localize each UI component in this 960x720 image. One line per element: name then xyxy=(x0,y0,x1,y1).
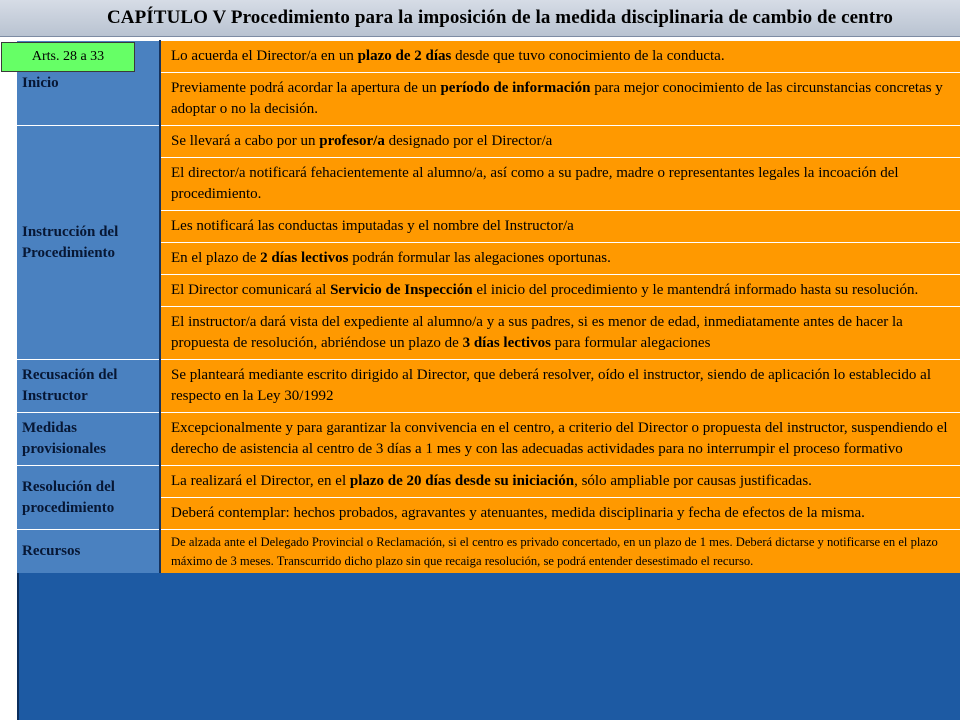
highlight-text: plazo de 20 días desde su iniciación xyxy=(349,473,575,489)
procedure-step xyxy=(160,360,960,413)
articles-tag: Arts. 28 a 33 xyxy=(1,42,135,72)
section-label: Inicio xyxy=(17,41,160,126)
step-text: Les notificará las conductas imputadas y el nombre del Instructor/a xyxy=(171,218,574,234)
title-bar xyxy=(0,0,960,37)
highlight-text: Servicio de Inspección xyxy=(330,282,473,298)
procedure-step xyxy=(160,41,960,73)
page-title: CAPÍTULO V Procedimiento para la imposición de la medida disciplinaria de cambio de centro xyxy=(106,7,894,28)
step-text: Se planteará mediante escrito dirigido al Director, que deberá resolver, oído el instructor, siendo de aplicación lo establecido al respecto en la Ley 30/1992 xyxy=(171,367,931,404)
step-text: Previamente podrá acordar la apertura de un xyxy=(171,80,441,96)
step-text: para formular alegaciones xyxy=(550,335,711,351)
step-text: , sólo ampliable por causas justificadas. xyxy=(574,473,812,489)
table-row xyxy=(17,413,960,466)
highlight-text: período de información xyxy=(440,80,591,96)
step-text: Lo acuerda el Director/a en un xyxy=(171,48,358,64)
procedure-table xyxy=(17,40,960,573)
step-text: designado por el Director/a xyxy=(384,133,553,149)
table-row xyxy=(17,41,960,73)
table-row xyxy=(17,530,960,574)
procedure-step xyxy=(160,413,960,466)
highlight-text: plazo de 2 días xyxy=(357,48,452,64)
step-text: el inicio del procedimiento y le mantendrá informado hasta su resolución. xyxy=(472,282,919,298)
procedure-step xyxy=(160,73,960,126)
table-row xyxy=(17,360,960,413)
step-text: El instructor/a dará vista del expediente al alumno/a y a sus padres, si es menor de edad, inmediatamente antes de hacer la propuesta de resolución, abriéndose un plazo de xyxy=(171,314,903,351)
procedure-step xyxy=(160,126,960,158)
section-label: Resolución del procedimiento xyxy=(17,466,160,530)
highlight-text: profesor/a xyxy=(319,133,385,149)
procedure-step xyxy=(160,275,960,307)
step-text: para mejor conocimiento de las circunstancias concretas y adoptar o no la decisión. xyxy=(171,80,943,117)
highlight-text: 2 días lectivos xyxy=(260,250,349,266)
section-label: Recursos xyxy=(17,530,160,574)
step-text: El Director comunicará al xyxy=(171,282,331,298)
section-label: Recusación del Instructor xyxy=(17,360,160,413)
step-text: Deberá contemplar: hechos probados, agravantes y atenuantes, medida disciplinaria y fecha de efectos de la misma. xyxy=(171,505,865,521)
highlight-text: 3 días lectivos xyxy=(462,335,551,351)
procedure-step xyxy=(160,530,960,574)
procedure-step xyxy=(160,158,960,211)
step-text: La realizará el Director, en el xyxy=(171,473,350,489)
procedure-step xyxy=(160,211,960,243)
step-text: Excepcionalmente y para garantizar la convivencia en el centro, a criterio del Director o propuesta del instructor, suspendiendo el derecho de asistencia al centro de 3 días a 1 mes y con las adecuadas actividades para no interrumpir el proceso formativo xyxy=(171,420,948,457)
procedure-step xyxy=(160,498,960,530)
procedure-step xyxy=(160,466,960,498)
table-row xyxy=(17,466,960,498)
section-label: Instrucción del Procedimiento xyxy=(17,126,160,360)
step-text: En el plazo de xyxy=(171,250,261,266)
table-row xyxy=(17,126,960,158)
procedure-step xyxy=(160,243,960,275)
step-text: Se llevará a cabo por un xyxy=(171,133,320,149)
section-label: Medidas provisionales xyxy=(17,413,160,466)
step-text: El director/a notificará fehacientemente al alumno/a, así como a su padre, madre o representantes legales la incoación del procedimiento. xyxy=(171,165,899,202)
procedure-step xyxy=(160,307,960,360)
step-text: podrán formular las alegaciones oportunas. xyxy=(348,250,611,266)
step-text: De alzada ante el Delegado Provincial o Reclamación, si el centro es privado concertado, en un plazo de 1 mes. Deberá dictarse y notificarse en el plazo máximo de 3 meses. Transcurrido dicho plazo sin que recaiga resolución, se podrá entender desestimado el recurso. xyxy=(171,535,938,568)
step-text: desde que tuvo conocimiento de la conducta. xyxy=(451,48,725,64)
